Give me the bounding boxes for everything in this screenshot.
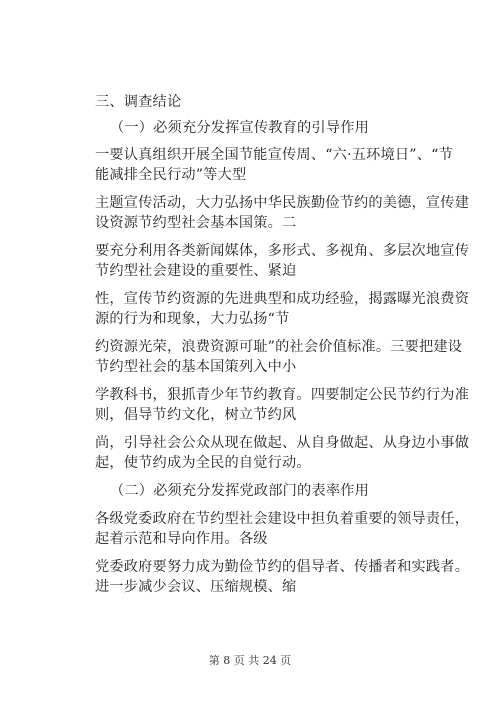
paragraph-line: 起，使节约成为全民的自觉行动。 <box>95 455 311 471</box>
subsection-heading-2: （二）必须充分发挥党政部门的表率作用 <box>110 483 369 499</box>
paragraph-line: 能减排全民行动”等大型 <box>95 167 247 183</box>
subsection-heading-1: （一）必须充分发挥宣传教育的引导作用 <box>110 120 369 136</box>
paragraph-line: 一要认真组织开展全国节能宣传周、“六·五环境日”、“节 <box>95 147 453 163</box>
paragraph-line: 要充分利用各类新闻媒体，多形式、多视角、多层次地宣传 <box>95 243 470 259</box>
section-heading: 三、调查结论 <box>95 94 182 110</box>
paragraph-line: 主题宣传活动，大力弘扬中华民族勤俭节约的美德，宣传建 <box>95 195 470 211</box>
paragraph-line: 性，宣传节约资源的先进典型和成功经验，揭露曝光浪费资 <box>95 291 470 307</box>
paragraph-line: 则，倡导节约文化，树立节约风 <box>95 407 297 423</box>
paragraph-line: 约资源光荣，浪费资源可耻”的社会价值标准。三要把建设 <box>95 339 463 355</box>
paragraph-line: 起着示范和导向作用。各级 <box>95 531 268 547</box>
paragraph-line: 尚，引导社会公众从现在做起、从自身做起、从身边小事做 <box>95 435 470 451</box>
paragraph-line: 各级党委政府在节约型社会建设中担负着重要的领导责任， <box>95 511 470 527</box>
paragraph-line: 源的行为和现象，大力弘扬“节 <box>95 311 290 327</box>
paragraph-line: 学教科书，狠抓青少年节约教育。四要制定公民节约行为准 <box>95 387 470 403</box>
paragraph-line: 节约型社会的基本国策列入中小 <box>95 359 297 375</box>
paragraph-line: 党委政府要努力成为勤俭节约的倡导者、传播者和实践者。 <box>95 559 470 575</box>
page-number-footer: 第 8 页 共 24 页 <box>208 654 292 667</box>
paragraph-line: 节约型社会建设的重要性、紧迫 <box>95 263 297 279</box>
paragraph-line: 设资源节约型社会基本国策。二 <box>95 215 297 231</box>
paragraph-line: 进一步减少会议、压缩规模、缩 <box>95 579 297 595</box>
